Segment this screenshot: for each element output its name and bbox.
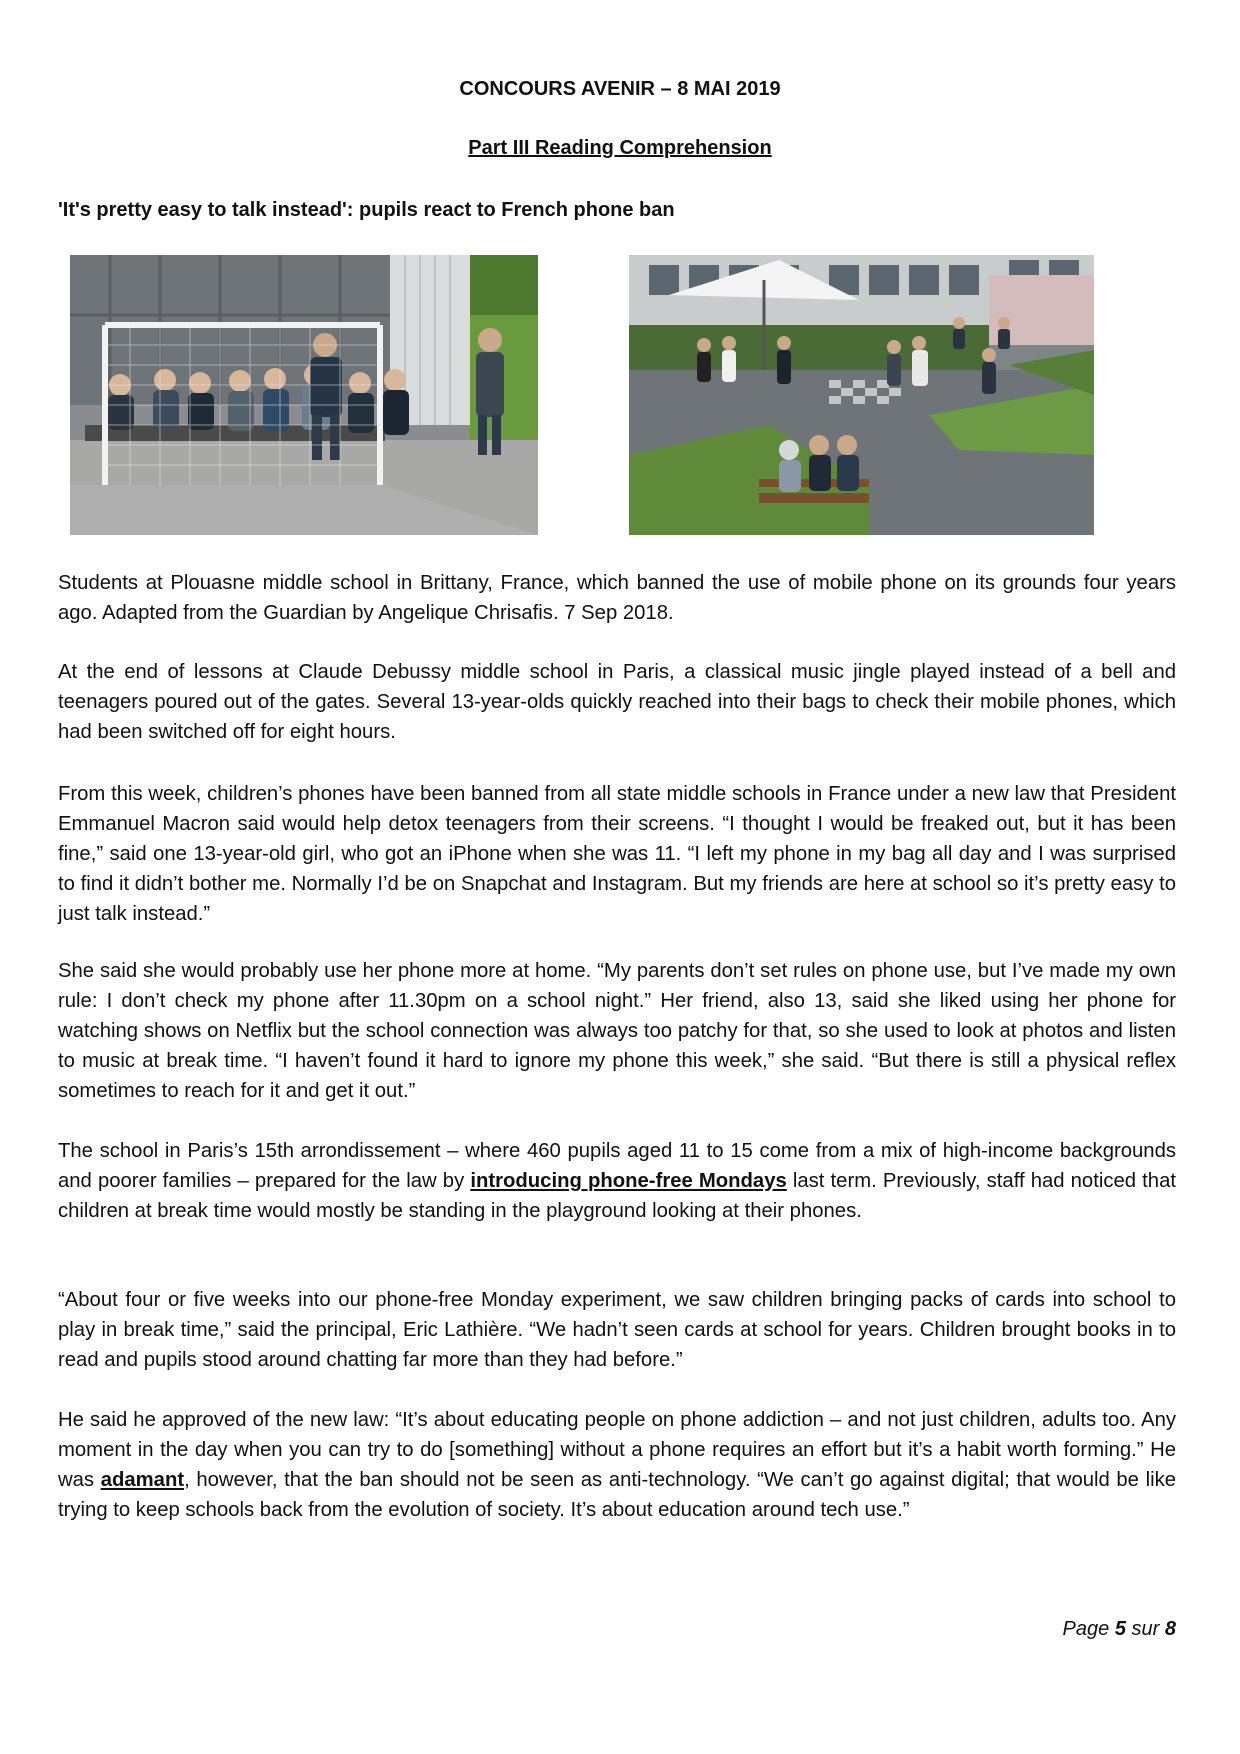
highlighted-phrase-phone-free-mondays: introducing phone-free Mondays [470,1170,787,1192]
page-number [1063,1618,1176,1641]
photo-schoolyard-illustration [629,255,1094,535]
paragraph-4-before: The school in Paris’s 15th arrondissement – where 460 pupils aged 11 to 15 come from a mix of high-income backgrounds and poorer families – prepared for the law by [58,1140,1176,1192]
photo-caption [58,568,1176,628]
paragraph-3-text: She said she would probably use her phone more at home. “My parents don’t set rules on phone use, but I’ve made my own rule: I don’t check my phone after 11.30pm on a school night.” Her friend, also 13, said she liked using her phone for watching shows on Netflix but the school connection was always too patchy for that, so she used to look at photos and listen to music at break time. “I haven’t found it hard to ignore my phone this week,” she said. “But there is still a physical reflex sometimes to reach for it and get it out.” [58,960,1176,1102]
page-total: 8 [1164,1618,1176,1640]
photo-caption-text: Students at Plouasne middle school in Brittany, France, which banned the use of mobile phone on its grounds four years ago. Adapted from the Guardian by Angelique Chrisafis. 7 Sep 2018. [58,572,1176,624]
page-current: 5 [1114,1618,1126,1640]
photo-schoolyard [629,255,1094,535]
paragraph-3 [58,956,1176,1106]
paragraph-4-after: last term. Previously, staff had noticed that children at break time would mostly be standing in the playground looking at their phones. [58,1170,1176,1222]
paragraph-6-before: He said he approved of the new law: “It’s about educating people on phone addiction – and not just children, adults too. Any moment in the day when you can try to do [something] without a phone requires an effort but it’s a habit worth forming.” He was [58,1409,1176,1491]
paragraph-4 [58,1136,1176,1226]
highlighted-word-adamant: adamant [100,1469,185,1491]
article-title: 'It's pretty easy to talk instead': pupils react to French phone ban [58,199,675,221]
paragraph-4-text [58,1136,1176,1226]
paragraph-1 [58,657,1176,747]
document-header-title: CONCOURS AVENIR – 8 MAI 2019 [459,78,781,100]
paragraph-2-text: From this week, children’s phones have been banned from all state middle schools in France under a new law that President Emmanuel Macron said would help detox teenagers from their screens. “I thought I would be freaked out, but it has been fine,” said one 13-year-old girl, who got an iPhone when she was 11. “I left my phone in my bag all day and I was surprised to find it didn’t bother me. Normally I’d be on Snapchat and Instagram. But my friends are here at school so it’s pretty easy to just talk instead.” [58,783,1176,925]
paragraph-6-after: , however, that the ban should not be seen as anti-technology. “We can’t go against digital; that would be like trying to keep schools back from the evolution of society. It’s about education around tech use.” [58,1469,1177,1521]
page-label: Page [1062,1618,1110,1640]
paragraph-1-text: At the end of lessons at Claude Debussy middle school in Paris, a classical music jingle played instead of a bell and teenagers poured out of the gates. Several 13-year-olds quickly reached into their bags to check their mobile phones, which had been switched off for eight hours. [58,661,1176,743]
paragraph-5 [58,1285,1176,1375]
paragraph-6-text [58,1405,1176,1525]
page-separator: sur [1131,1618,1160,1640]
photo-students-goal [70,255,538,535]
section-title: Part III Reading Comprehension [468,137,772,159]
photo-students-goal-illustration [70,255,538,535]
paragraph-2 [58,779,1176,929]
paragraph-6 [58,1405,1176,1525]
paragraph-5-text: “About four or five weeks into our phone-free Monday experiment, we saw children bringing packs of cards into school to play in break time,” said the principal, Eric Lathière. “We hadn’t seen cards at school for years. Children brought books in to read and pupils stood around chatting far more than they had before.” [58,1289,1176,1371]
